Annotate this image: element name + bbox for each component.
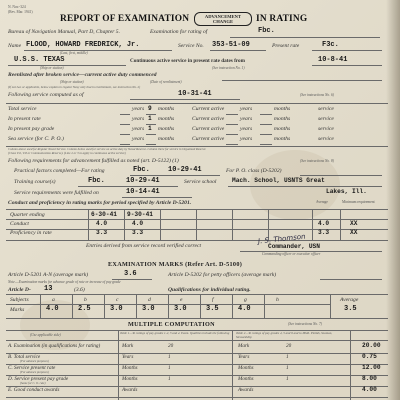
quarter-ending-value: 9-30-41	[127, 211, 153, 218]
rule	[8, 65, 126, 66]
ship-sublabel: (Ship or station)	[40, 66, 64, 70]
months-unit: months	[274, 136, 291, 142]
months-unit: months	[274, 106, 291, 112]
rule	[6, 353, 388, 354]
multiple-row-label: A. Examination (in qualifications for rating)	[8, 343, 101, 349]
rule	[146, 134, 156, 135]
form-number: N. Nav.-324	[8, 5, 26, 9]
service-number-value: 353-51-09	[212, 41, 250, 49]
subject-mark: 3.0	[110, 305, 123, 313]
subject-number: f	[212, 297, 214, 303]
multiple-unit: Months	[122, 376, 138, 382]
rule	[120, 114, 130, 115]
rule	[230, 37, 380, 38]
service-row-months-value: 1	[148, 115, 152, 122]
months-unit: months	[158, 126, 175, 132]
multiple-unit: Mark	[122, 343, 134, 349]
multiple-unit: Mark	[238, 343, 250, 349]
average-value: 3.3	[318, 229, 330, 236]
ship-value: U.S.S. TEXAS	[14, 56, 65, 64]
entries-verified-note: Entries derived from service record verified correct	[86, 243, 202, 249]
form-revision: (Rev. Mar. 1941)	[8, 10, 33, 14]
rule	[6, 364, 388, 365]
subject-number: g	[244, 297, 247, 303]
rule	[146, 124, 156, 125]
rule	[260, 114, 272, 115]
rule	[232, 209, 233, 240]
multiple-result: 8.00	[362, 375, 377, 382]
form-title-left: REPORT OF EXAMINATION	[60, 14, 190, 24]
multiple-row-label: D. Service present pay grade	[8, 376, 69, 382]
quarter-ending-value: 6-30-41	[91, 211, 117, 218]
rule	[168, 294, 169, 318]
service-word: service	[318, 126, 334, 132]
article-a-label: Article D-5201 A-N (average mark)	[8, 272, 89, 278]
advancement-change-badge	[194, 12, 252, 26]
marks-label: Marks	[10, 307, 25, 313]
months-unit: months	[158, 106, 175, 112]
rule	[120, 144, 130, 145]
exam-marks-header: EXAMINATION MARKS (Refer Art. D-5100)	[108, 261, 243, 268]
years-unit: years	[240, 126, 253, 132]
service-school-continuation: Lakes, Ill.	[326, 188, 367, 195]
years-unit: years	[132, 106, 145, 112]
subject-mark: 4.0	[238, 305, 251, 313]
rule	[330, 294, 331, 318]
minimum-value: XX	[350, 229, 358, 236]
subject-mark: 3.0	[174, 305, 187, 313]
rule	[312, 209, 313, 240]
rule	[124, 209, 125, 240]
form-title-right: IN RATING	[256, 14, 308, 24]
service-school-label: Service school	[184, 179, 217, 185]
months-unit: months	[274, 126, 291, 132]
proficiency-label: Proficiency in rate	[10, 230, 52, 236]
multiple-row-label: E. Good conduct awards	[8, 387, 60, 393]
multiple-header: MULTIPLE COMPUTATION	[128, 321, 215, 328]
subject-number: c	[116, 297, 119, 303]
current-active-label: Current active	[192, 116, 225, 122]
rule	[226, 124, 238, 125]
conduct-header: Conduct and proficiency in rating marks for period specified by Article D-5201.	[8, 200, 192, 206]
rule	[146, 114, 156, 115]
name-sublabel: (Last, first, middle)	[60, 51, 88, 55]
multiple-col2-label: Table 1—To ratings of pay grades 1-2, 3 and 4. Exam. Qualities include the following	[120, 331, 230, 335]
rule	[226, 134, 238, 135]
rule	[196, 209, 197, 240]
conduct-value: 4.0	[96, 220, 108, 227]
rule	[226, 144, 238, 145]
quarter-ending-label: Quarter ending	[10, 212, 45, 218]
multiple-unit: Years	[122, 354, 134, 360]
rule	[210, 50, 266, 51]
exam-note: Note.—Examination marks for advance grade of rate or increase of pay grade	[8, 280, 121, 284]
rule	[264, 294, 265, 318]
subject-mark: 3.5	[206, 305, 219, 313]
practical-factors-label: Practical factors completed—For rating	[14, 168, 105, 174]
rule	[6, 229, 388, 230]
multiple-unit: Awards	[122, 387, 138, 393]
name-label: Name	[8, 43, 22, 49]
service-row-label: Total service	[8, 106, 37, 112]
reenlisted-sublabel-ship: (Ship or station)	[60, 80, 84, 84]
subject-mark: 3.0	[142, 305, 155, 313]
years-unit: years	[240, 136, 253, 142]
continuous-see-note: (See instruction No. 1)	[212, 66, 245, 70]
years-unit: years	[240, 116, 253, 122]
requirements-label: Following requirements for advancement fulfilled as noted (art. D-5122) (1)	[8, 158, 179, 164]
rule	[200, 294, 201, 318]
rule	[72, 294, 73, 318]
multiple-result: 20.00	[362, 342, 381, 349]
years-unit: years	[132, 126, 145, 132]
rule	[122, 197, 192, 198]
po-class-label: For P. O. class (D-5202)	[226, 168, 282, 174]
rule	[6, 386, 388, 387]
rule	[6, 304, 330, 305]
multiple-result: 4.00	[362, 386, 377, 393]
name-value: FLOOD, HOWARD FREDRICK, Jr.	[26, 41, 140, 49]
service-word: service	[318, 116, 334, 122]
service-row-label: In present rate	[8, 116, 41, 122]
service-row-label: In present pay grade	[8, 126, 55, 132]
multiple-times: 1	[168, 365, 171, 371]
service-word: service	[318, 136, 334, 142]
multiple-unit: Awards	[238, 387, 254, 393]
rule	[160, 209, 161, 240]
subjects-label: Subjects	[10, 297, 29, 303]
multiple-unit: Months	[238, 365, 254, 371]
rule	[320, 279, 382, 280]
multiple-note: (See instructions No. 7)	[288, 322, 322, 326]
service-requirements-value: 10-14-41	[126, 188, 160, 196]
rule	[6, 103, 388, 104]
average-value: 4.0	[318, 220, 330, 227]
rule	[340, 209, 341, 240]
marks-average-label: Average	[340, 297, 359, 303]
current-active-label: Current active	[192, 106, 225, 112]
requirements-note: (See instructions No. 8)	[300, 159, 334, 163]
practical-factors-rating: Fbc.	[133, 166, 150, 174]
subject-number: e	[180, 297, 183, 303]
subject-number: d	[148, 297, 151, 303]
rule	[312, 65, 382, 66]
minimum-col-label: Minimum requirement	[342, 200, 375, 204]
article-c-tail: Qualifications for individual rating.	[168, 287, 251, 293]
badge-line-change: CHANGE	[212, 19, 234, 25]
rule	[312, 50, 382, 51]
multiple-col3-label: Table 2—To ratings of pay grades 4, 5 and 6 and to Mldh. Pmtlds, Seaman, Stewardship	[236, 331, 333, 339]
rule	[24, 50, 172, 51]
rule	[146, 144, 156, 145]
multiple-result: 0.75	[362, 353, 377, 360]
proficiency-value: 3.3	[132, 229, 144, 236]
service-word: service	[318, 106, 334, 112]
multiple-times: 1	[168, 354, 171, 360]
multiple-unit: Years	[238, 354, 250, 360]
rule	[260, 144, 272, 145]
training-course-value: Fbc.	[88, 177, 105, 185]
rule	[120, 124, 130, 125]
rule	[6, 240, 388, 241]
signature-image: J. S. Thomson	[257, 232, 306, 246]
rule	[300, 175, 382, 176]
current-active-label: Current active	[192, 126, 225, 132]
rule	[6, 397, 388, 398]
subject-number: b	[84, 297, 87, 303]
marks-average-value: 3.5	[344, 305, 357, 313]
multiple-row-sublabel: (For advance purposes)	[20, 370, 49, 374]
months-unit: months	[158, 136, 175, 142]
reenlisted-note: (If not two or applicable, below explain in regular Navy only that in reenlistment, see instruction No. 2)	[8, 85, 141, 89]
rule	[78, 186, 178, 187]
article-c-mid: (3.6)	[74, 287, 85, 293]
subject-mark: 4.0	[46, 305, 59, 313]
multiple-times: 1	[286, 376, 289, 382]
multiple-col1-label: (Use applicable side)	[30, 333, 61, 337]
multiple-times: 1	[168, 376, 171, 382]
rule	[88, 209, 89, 240]
badge-line-advancement: ADVANCEMENT	[204, 14, 242, 19]
subject-number: a	[52, 297, 55, 303]
signature-sublabel: Commanding officer or executive officer	[262, 252, 321, 256]
rule	[104, 294, 105, 318]
rule	[260, 124, 272, 125]
multiple-row-sublabel: (For advance purposes)	[20, 359, 49, 363]
multiple-row-sublabel: (Same for C. O. rate)	[20, 381, 46, 385]
multiple-row-label: B. Total service	[8, 354, 41, 360]
training-course-date: 10-29-41	[126, 177, 160, 185]
article-c-value: 13	[44, 285, 53, 293]
months-unit: months	[274, 116, 291, 122]
conduct-value: 4.0	[132, 220, 144, 227]
multiple-result: 12.00	[362, 364, 381, 371]
article-b-label: Article D-5202 for petty officers (average mark)	[168, 272, 277, 278]
rule	[6, 318, 388, 319]
minimum-value: XX	[350, 220, 358, 227]
years-unit: years	[132, 136, 145, 142]
practical-factors-date: 10-29-41	[168, 166, 202, 174]
rule	[130, 175, 220, 176]
service-fine-note: Column above used for Regular Naval Service. Column below used for service on active duty by Naval Reserve. Column three for service in Organized Reserve	[8, 147, 206, 151]
multiple-times: 1	[286, 354, 289, 360]
conduct-label: Conduct	[10, 221, 29, 227]
service-computed-value: 10-31-41	[178, 90, 212, 98]
rule	[40, 294, 41, 318]
service-row-months-value: 1	[148, 125, 152, 132]
rule	[120, 134, 130, 135]
service-school-value: Mach. School, USNTS Great	[232, 177, 325, 184]
rule	[228, 186, 382, 187]
rule	[130, 99, 240, 100]
rule	[232, 294, 233, 318]
service-computed-note: (See instructions No. 6)	[300, 93, 334, 97]
service-row-months-value: 9	[148, 105, 152, 112]
multiple-unit: Months	[122, 365, 138, 371]
rule	[222, 80, 382, 81]
subject-number: h	[276, 297, 279, 303]
multiple-unit: Months	[238, 376, 254, 382]
multiple-row-label: C. Service present rate	[8, 365, 56, 371]
proficiency-value: 3.3	[96, 229, 108, 236]
years-unit: years	[240, 106, 253, 112]
present-rate-label: Present rate	[272, 43, 300, 49]
subject-mark: 2.5	[78, 305, 91, 313]
continuous-service-value: 10-8-41	[318, 56, 348, 64]
signature-title: Commander, USN	[268, 243, 320, 250]
training-course-label: Training course(s)	[14, 179, 56, 185]
rule	[226, 114, 238, 115]
present-rate-value: F3c.	[322, 41, 339, 49]
rule	[260, 134, 272, 135]
reenlisted-label: Reenlisted after broken service—current active duty commenced	[8, 72, 157, 78]
rule	[6, 219, 388, 220]
months-unit: months	[158, 116, 175, 122]
rule	[6, 340, 388, 341]
service-fine-note: (Class V-6, V-8 or Communication Reserve). (Line 2 or 3 to apply to continuous active service)	[8, 151, 126, 155]
intro-rating-value: Fbc.	[258, 27, 275, 35]
rule	[6, 209, 388, 210]
service-requirements-label: Service requirements were fulfilled on	[14, 190, 99, 196]
multiple-times: 1	[286, 365, 289, 371]
current-active-label: Current active	[192, 136, 225, 142]
reenlisted-sublabel-date: (Date of reenlistment)	[150, 80, 182, 84]
article-c-label: Article D-	[8, 287, 31, 293]
article-a-value: 3.6	[124, 270, 137, 278]
page-edge-shadow	[386, 0, 400, 400]
average-col-label: Average	[316, 200, 328, 204]
years-unit: years	[132, 116, 145, 122]
service-computed-label: Following service computed as of	[8, 92, 84, 98]
intro-reference: Bureau of Navigation Manual, Part D, Chapter 5.	[8, 29, 120, 35]
intro-exam-label: Examination for rating of	[150, 29, 208, 35]
service-number-label: Service No.	[178, 43, 204, 49]
multiple-times: 20	[168, 343, 174, 349]
service-row-label: Sea service (for C. P. O.)	[8, 136, 64, 142]
rule	[136, 294, 137, 318]
continuous-service-label: Continuous active service in present rate dates from	[130, 58, 245, 64]
multiple-times: 20	[286, 343, 292, 349]
